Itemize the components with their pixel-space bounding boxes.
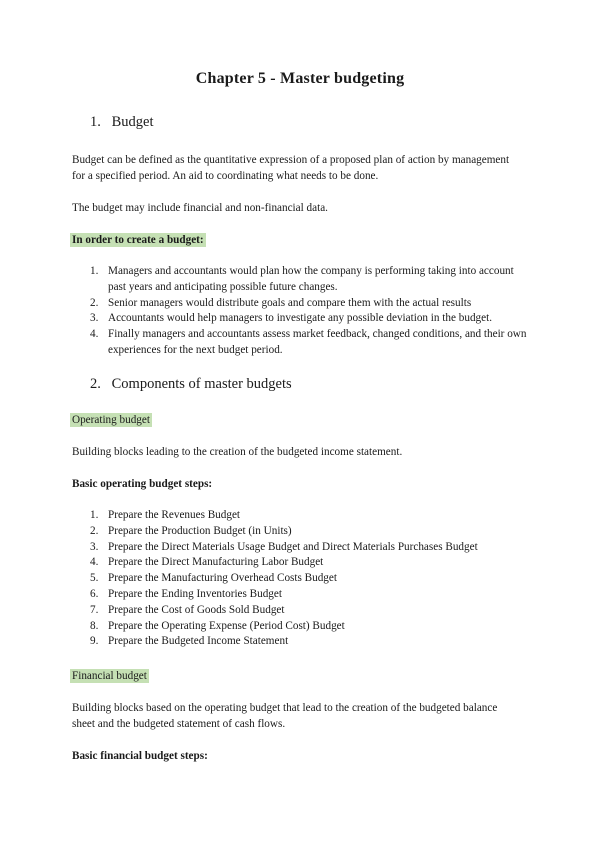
list-item — [90, 619, 530, 635]
list-item-text: Prepare the Operating Expense (Period Cost) Budget — [108, 619, 345, 632]
list-item-text: Prepare the Direct Manufacturing Labor Budget — [108, 556, 324, 569]
create-budget-heading — [72, 232, 522, 248]
financial-budget-heading — [72, 668, 522, 684]
list-item-text: Prepare the Budgeted Income Statement — [108, 635, 289, 648]
list-item-text: Prepare the Production Budget (in Units) — [108, 524, 292, 537]
list-item-number: 3. — [90, 540, 99, 553]
list-item — [90, 296, 530, 312]
list-item-text: Prepare the Manufacturing Overhead Costs Budget — [108, 572, 337, 585]
list-item-text: Senior managers would distribute goals and compare them with the actual results — [108, 296, 472, 309]
list-item — [90, 603, 530, 619]
list-item — [90, 327, 530, 359]
page-title: Chapter 5 - Master budgeting — [195, 70, 405, 87]
list-item — [90, 524, 530, 540]
include-paragraph: The budget may include financial and non-financial data. — [72, 202, 328, 214]
list-item-number: 2. — [90, 296, 99, 309]
financial-steps-heading: Basic financial budget steps: — [72, 750, 208, 762]
list-item-text: Managers and accountants would plan how the company is performing taking into account past years and anticipating possible future changes. — [108, 265, 514, 293]
list-item-number: 3. — [90, 312, 99, 325]
operating-steps-list — [90, 508, 530, 650]
list-item-number: 4. — [90, 328, 99, 341]
list-item — [90, 555, 530, 571]
section-title: Components of master budgets — [111, 376, 292, 392]
list-item — [90, 311, 530, 327]
list-item — [90, 540, 530, 556]
section-title: Budget — [111, 114, 154, 130]
section-number: 2. — [90, 376, 101, 392]
financial-paragraph: Building blocks based on the operating budget that lead to the creation of the budgeted balance sheet and the budgeted statement of cash flows. — [72, 702, 498, 730]
list-item — [90, 634, 530, 650]
list-item-number: 2. — [90, 524, 99, 537]
list-item-number: 5. — [90, 572, 99, 585]
list-item-text: Prepare the Revenues Budget — [108, 509, 241, 521]
list-item — [90, 264, 530, 296]
list-item-text: Finally managers and accountants assess market feedback, changed conditions, and their own experiences for the next budget period. — [108, 328, 527, 356]
list-item — [90, 571, 530, 587]
operating-budget-heading — [72, 412, 522, 428]
list-item-number: 6. — [90, 587, 99, 600]
list-item-number: 8. — [90, 619, 99, 632]
operating-steps-heading: Basic operating budget steps: — [72, 478, 213, 490]
create-budget-list — [90, 264, 530, 359]
section-number: 1. — [90, 114, 101, 130]
list-item-number: 4. — [90, 556, 99, 569]
list-item — [90, 508, 530, 524]
list-item-number: 1. — [90, 509, 99, 521]
highlighted-heading: Operating budget — [72, 414, 150, 426]
intro-paragraph: Budget can be defined as the quantitative expression of a proposed plan of action by management for a specified period. An aid to coordinating what needs to be done. — [72, 154, 510, 182]
list-item-text: Prepare the Direct Materials Usage Budget and Direct Materials Purchases Budget — [108, 540, 478, 553]
list-item-text: Accountants would help managers to investigate any possible deviation in the budget. — [108, 312, 493, 325]
list-item-text: Prepare the Cost of Goods Sold Budget — [108, 603, 285, 616]
operating-paragraph: Building blocks leading to the creation of the budgeted income statement. — [72, 446, 403, 458]
list-item-text: Prepare the Ending Inventories Budget — [108, 587, 282, 600]
section-heading-components — [90, 376, 292, 393]
list-item-number: 9. — [90, 635, 99, 648]
list-item-number: 7. — [90, 603, 99, 616]
highlighted-heading: In order to create a budget: — [72, 234, 204, 246]
highlighted-heading: Financial budget — [72, 670, 147, 682]
section-heading-budget — [90, 114, 154, 131]
list-item-number: 1. — [90, 265, 99, 277]
list-item — [90, 587, 530, 603]
